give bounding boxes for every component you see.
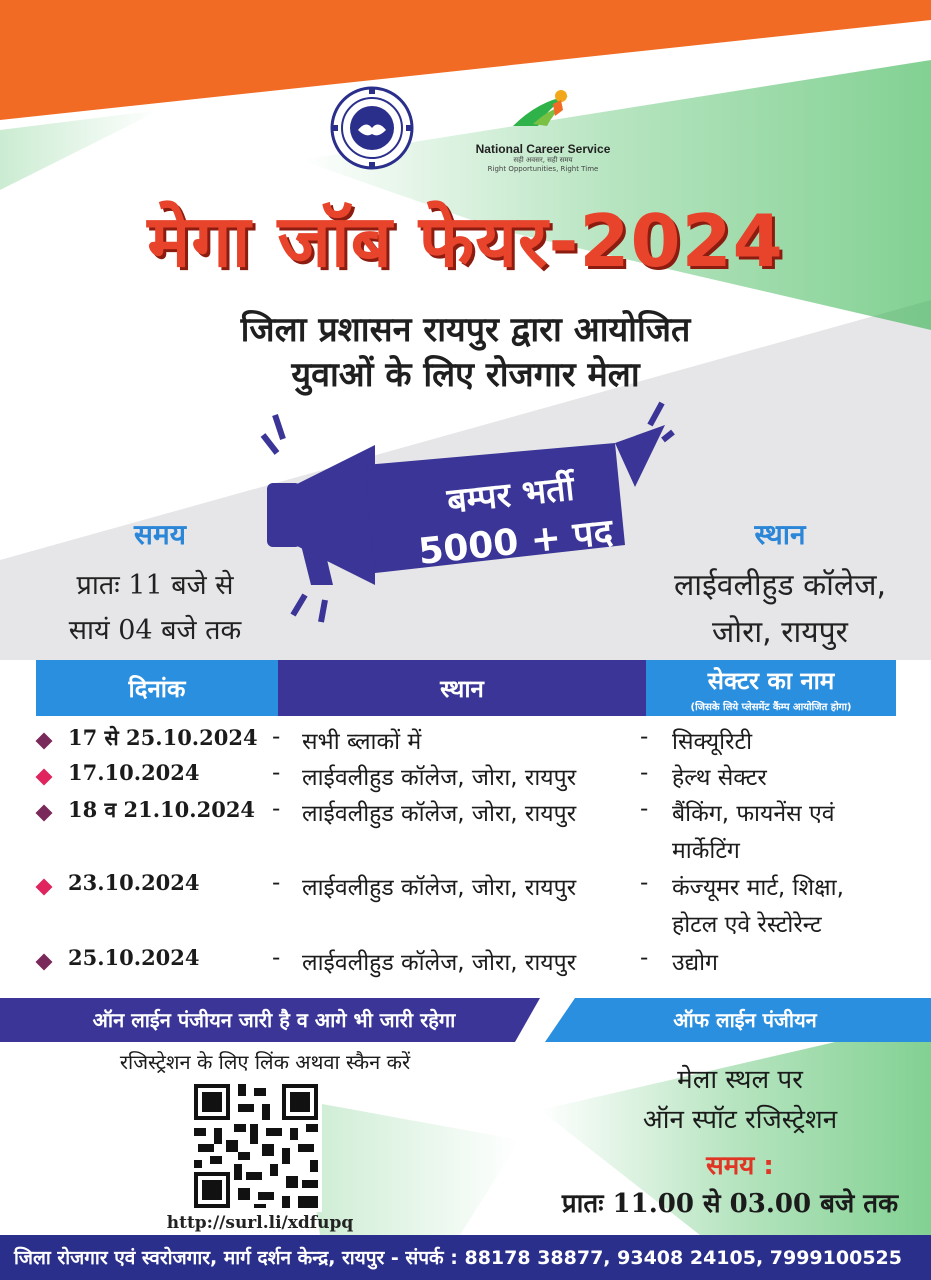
table-row — [0, 760, 931, 796]
registration-link[interactable]: http://surl.li/xdfupq — [166, 1213, 354, 1233]
table-row — [0, 945, 931, 981]
table-header-date-label: दिनांक — [128, 674, 186, 703]
row-dash: - — [640, 724, 649, 750]
row-dash: - — [272, 945, 281, 971]
row-place: लाईवलीहुड कॉलेज, जोरा, रायपुर — [302, 875, 577, 901]
row-date: 23.10.2024 — [68, 870, 200, 895]
ncs-tagline-hi: सही अवसर, सही समय — [513, 156, 573, 164]
row-sector: बैंकिंग, फायनेंस एवं मार्केटिंग — [672, 801, 835, 864]
row-place: लाईवलीहुड कॉलेज, जोरा, रायपुर — [302, 765, 577, 791]
offline-line-2: ऑन स्पॉट रजिस्ट्रेशन — [642, 1105, 838, 1135]
row-place: सभी ब्लाकों में — [302, 729, 422, 755]
table-header-place-label: स्थान — [440, 674, 484, 703]
row-sector: सिक्यूरिटी — [672, 729, 753, 755]
page-title: मेगा जॉब फेयर-2024 — [147, 199, 784, 283]
table-row — [0, 724, 931, 760]
table-row — [0, 796, 931, 864]
ncs-logo — [468, 86, 618, 176]
table-header-sector — [646, 660, 896, 716]
row-sector: उद्योग — [672, 950, 719, 976]
row-dash: - — [272, 870, 281, 896]
ncs-name: National Career Service — [475, 142, 611, 156]
timing-heading: समय — [134, 518, 186, 551]
scan-instruction: रजिस्ट्रेशन के लिए लिंक अथवा स्कैन करें — [119, 1050, 411, 1074]
timing-line-2: सायं 04 बजे तक — [68, 615, 242, 646]
employment-service-seal-icon — [330, 86, 414, 170]
timing-line-1: प्रातः 11 बजे से — [76, 570, 234, 601]
row-date: 17 से 25.10.2024 — [68, 725, 258, 750]
table-header-date — [36, 660, 278, 716]
offline-registration-banner: ऑफ लाईन पंजीयन — [673, 1008, 817, 1032]
offline-time: प्रातः 11.00 से 03.00 बजे तक — [561, 1189, 899, 1219]
diamond-bullet-icon — [36, 879, 53, 896]
bumper-line-2: 5000 + पद — [416, 511, 615, 573]
row-place: लाईवलीहुड कॉलेज, जोरा, रायपुर — [302, 950, 577, 976]
ncs-runner-icon — [503, 86, 583, 136]
subtitle-line-2: युवाओं के लिए रोजगार मेला — [291, 355, 640, 395]
venue-heading: स्थान — [754, 518, 806, 551]
row-dash: - — [640, 870, 649, 896]
diamond-bullet-icon — [36, 769, 53, 786]
ncs-tagline-en: Right Opportunities, Right Time — [487, 165, 599, 173]
online-registration-banner: ऑन लाईन पंजीयन जारी है व आगे भी जारी रहेगा — [92, 1008, 456, 1032]
row-sector: कंज्यूमर मार्ट, शिक्षा, होटल एवे रेस्टोरेन्ट — [672, 875, 844, 938]
table-header-place — [278, 660, 646, 716]
row-sector: हेल्थ सेक्टर — [672, 765, 767, 791]
row-date: 25.10.2024 — [68, 945, 200, 970]
qr-code-icon[interactable] — [190, 1080, 322, 1212]
row-date: 17.10.2024 — [68, 760, 200, 785]
row-dash: - — [640, 945, 649, 971]
row-place: लाईवलीहुड कॉलेज, जोरा, रायपुर — [302, 801, 577, 827]
table-row — [0, 870, 931, 938]
row-dash: - — [272, 724, 281, 750]
venue-line-2: जोरा, रायपुर — [712, 615, 848, 650]
row-dash: - — [272, 760, 281, 786]
venue-line-1: लाईवलीहुड कॉलेज, — [673, 568, 887, 603]
row-dash: - — [640, 796, 649, 822]
subtitle-line-1: जिला प्रशासन रायपुर द्वारा आयोजित — [240, 310, 691, 350]
row-date: 18 व 21.10.2024 — [68, 797, 256, 822]
diamond-bullet-icon — [36, 954, 53, 971]
diamond-bullet-icon — [36, 733, 53, 750]
table-header-sector-label: सेक्टर का नाम — [707, 666, 835, 695]
offline-line-1: मेला स्थल पर — [677, 1065, 803, 1095]
row-dash: - — [272, 796, 281, 822]
table-header-sector-note: (जिसके लिये प्लेसमेंट कैंम्प आयोजित होगा) — [690, 701, 852, 713]
diamond-bullet-icon — [36, 805, 53, 822]
row-dash: - — [640, 760, 649, 786]
footer-contact: जिला रोजगार एवं स्वरोजगार, मार्ग दर्शन केन्द्र, रायपुर - संपर्क : 88178 38877, 93408 24105, 7999100525 — [14, 1247, 902, 1269]
offline-time-heading: समय : — [706, 1151, 774, 1181]
bumper-line-1: बम्पर भर्ती — [445, 468, 577, 522]
